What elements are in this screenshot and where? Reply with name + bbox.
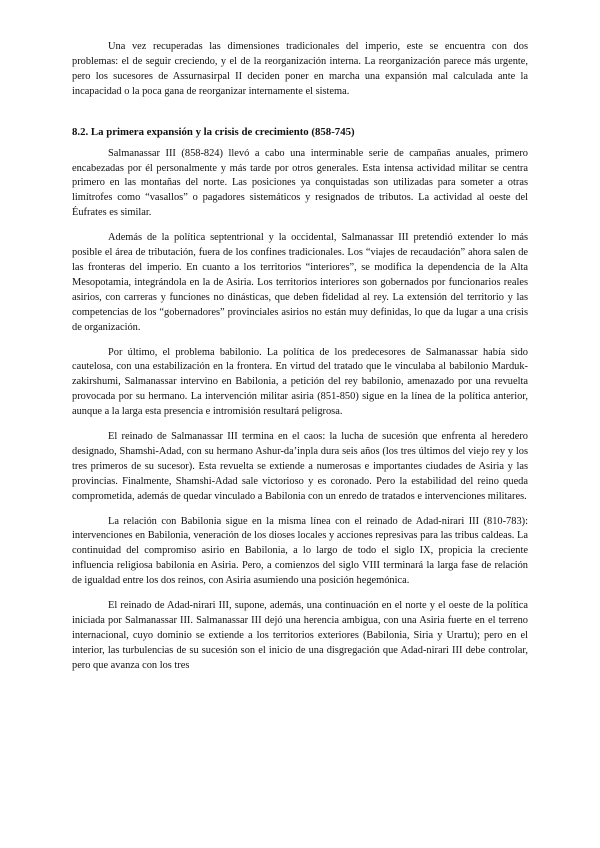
section-body [72, 147, 528, 674]
body-paragraph: La relación con Babilonia sigue en la misma línea con el reinado de Adad-nirari III (810-783): intervenciones en Babilonia, veneración de los dioses locales y acciones represivas para las tribus caldeas. La continuidad del compromiso asirio en Babilonia, a lo largo de todo el siglo IX, propicia la creciente influencia religiosa babilonia en Asiria. Pero, a comienzos del siglo VIII terminará la larga fase de relación de igualdad entre los dos reinos, con Asiria asumiendo una posición hegemónica. [72, 515, 528, 587]
section-heading: 8.2. La primera expansión y la crisis de crecimiento (858-745) [72, 125, 355, 138]
body-paragraph: Por último, el problema babilonio. La política de los predecesores de Salmanassar había sido cautelosa, con una estabilización en la frontera. En virtud del tratado que le vinculaba al babilonio Marduk-zakirshumi, Salmanassar intervino en Babilonia, a petición del rey babilonio, amenazado por una revuelta provocada por su hermano. La intervención militar asiria (851-850) sigue en la línea de la política anterior, aunque a la larga esta presencia e intromisión resultará peligrosa. [72, 346, 528, 418]
body-paragraph: El reinado de Salmanassar III termina en el caos: la lucha de sucesión que enfrenta al heredero designado, Shamshi-Adad, con su hermano Ashur-da’inpla dura seis años (los tres últimos del viejo rey y los tres primeros de su sucesor). Esta revuelta se extiende a numerosas e importantes ciudades de Asiria y las provincias. Finalmente, Shamshi-Adad sale victorioso y es coronado. Pero la estabilidad del reino queda comprometida, además de quedar vinculado a Babilonia con un enredo de tratados e intervenciones militares. [72, 431, 528, 502]
document-page [72, 40, 528, 674]
body-paragraph: El reinado de Adad-nirari III, supone, además, una continuación en el norte y el oeste de la política iniciada por Salmanassar III. Salmanassar III dejó una herencia ambigua, con una Asiria fuerte en el terreno internacional, cuyo dominio se extiende a los territorios exteriores (Babilonia, Siria y Urartu); pero en el interior, las turbulencias de su sucesión son el inicio de una disgregación que Adad-nirari III debe controlar, pero que avanza con los tres [72, 600, 528, 671]
intro-paragraph: Una vez recuperadas las dimensiones tradicionales del imperio, este se encuentra con dos problemas: el de seguir creciendo, y el de la reorganización interna. La reorganización parece más urgente, pero los sucesores de Assurnasirpal II deciden poner en marcha una expansión mal calculada ante la incapacidad o la poca gana de reorganizar internamente el sistema. [72, 41, 528, 97]
body-paragraph: Salmanassar III (858-824) llevó a cabo una interminable serie de campañas anuales, primero encabezadas por él personalmente y más tarde por otros generales. Esta intensa actividad militar se centra primero en las montañas del norte. Las posiciones ya conquistadas son utilizadas para someter a otras limítrofes como “vasallos” o pagadores sistemáticos y resignados de tributos. La actividad al oeste del Éufrates es similar. [72, 147, 528, 219]
body-paragraph: Además de la política septentrional y la occidental, Salmanassar III pretendió extender lo más posible el área de tributación, fuera de los confines tradicionales. Los “viajes de recaudación” ahora salen de las fronteras del imperio. En cuanto a los territorios “interiores”, se modifica la dependencia de la Alta Mesopotamia, integrándola en la de Asiria. Los territorios interiores son gobernados por funcionarios reales asirios, con carreras y funciones no dinásticas, que deben fidelidad al rey. La extensión del territorio y las competencias de los “gobernadores” provinciales asirios no están muy definidas, lo que da lugar a una crisis de organización. [72, 232, 528, 333]
